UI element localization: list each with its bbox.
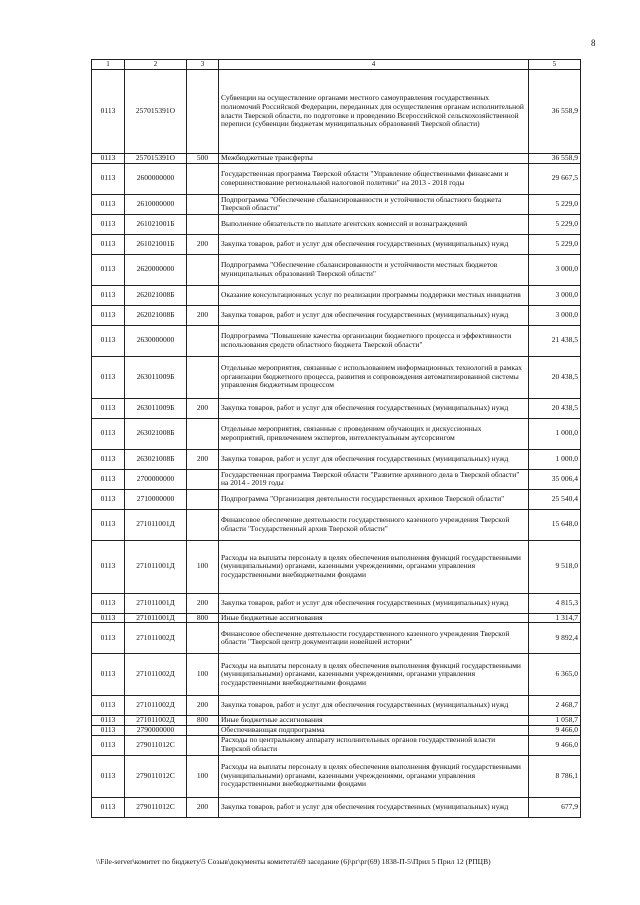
name-cell: Закупка товаров, работ и услуг для обеспечения государственных (муниципальных) нужд [219, 398, 529, 418]
csr-cell: 257015391О [125, 154, 187, 164]
name-cell: Подпрограмма "Организация деятельности государственных архивов Тверской области" [219, 489, 529, 509]
name-cell: Расходы на выплаты персоналу в целях обеспечения выполнения функций государственными (муниципальными) органами, казенными учреждениями, органами управления государственными внебюджетными фондами [219, 540, 529, 593]
vr-cell [187, 509, 219, 540]
amount-cell: 5 229,0 [529, 214, 581, 234]
table-row [92, 469, 581, 489]
table-row [92, 154, 581, 164]
vr-cell: 200 [187, 696, 219, 716]
amount-cell: 5 229,0 [529, 234, 581, 254]
csr-cell: 2610000000 [125, 194, 187, 214]
razdel-cell: 0113 [92, 797, 125, 817]
page-number: 8 [591, 38, 596, 48]
name-cell: Оказание консультационных услуг по реализации программы поддержки местных инициатив [219, 285, 529, 305]
csr-cell: 257015391О [125, 70, 187, 154]
csr-cell: 263011009Б [125, 356, 187, 398]
csr-cell: 263021008Б [125, 418, 187, 449]
csr-cell: 261021001Б [125, 234, 187, 254]
razdel-cell: 0113 [92, 716, 125, 726]
razdel-cell: 0113 [92, 356, 125, 398]
vr-cell [187, 194, 219, 214]
razdel-cell: 0113 [92, 234, 125, 254]
csr-cell: 2710000000 [125, 489, 187, 509]
amount-cell: 5 229,0 [529, 194, 581, 214]
razdel-cell: 0113 [92, 154, 125, 164]
amount-cell: 677,9 [529, 797, 581, 817]
vr-cell: 100 [187, 540, 219, 593]
table-row [92, 449, 581, 469]
csr-cell: 271011001Д [125, 593, 187, 613]
razdel-cell: 0113 [92, 509, 125, 540]
name-cell: Расходы на выплаты персоналу в целях обеспечения выполнения функций государственными (муниципальными) органами, казенными учреждениями, органами управления государственными внебюджетными фондами [219, 654, 529, 696]
header-col-3: 3 [187, 60, 219, 70]
vr-cell [187, 489, 219, 509]
name-cell: Закупка товаров, работ и услуг для обеспечения государственных (муниципальных) нужд [219, 797, 529, 817]
razdel-cell: 0113 [92, 489, 125, 509]
table-row [92, 725, 581, 735]
name-cell: Отдельные мероприятия, связанные с использованием информационных технологий в рамках организации бюджетного процесса, развития и сопровождения автоматизированной системы управления бюджетным процессом [219, 356, 529, 398]
amount-cell: 20 438,5 [529, 356, 581, 398]
vr-cell [187, 70, 219, 154]
csr-cell: 279011012С [125, 735, 187, 755]
name-cell: Финансовое обеспечение деятельности государственного казенного учреждения Тверской области "Тверской центр документации новейшей истории" [219, 623, 529, 654]
vr-cell [187, 325, 219, 356]
razdel-cell: 0113 [92, 214, 125, 234]
vr-cell: 200 [187, 449, 219, 469]
razdel-cell: 0113 [92, 696, 125, 716]
name-cell: Государственная программа Тверской области "Развитие архивного дела в Тверской области" на 2014 - 2019 годы [219, 469, 529, 489]
csr-cell: 271011001Д [125, 509, 187, 540]
razdel-cell: 0113 [92, 613, 125, 623]
csr-cell: 262021008Б [125, 285, 187, 305]
table-row [92, 613, 581, 623]
table-row [92, 696, 581, 716]
vr-cell [187, 163, 219, 194]
table-row [92, 716, 581, 726]
vr-cell [187, 254, 219, 285]
name-cell: Расходы на выплаты персоналу в целях обеспечения выполнения функций государственными (муниципальными) органами, казенными учреждениями, органами управления государственными внебюджетными фондами [219, 755, 529, 797]
amount-cell: 25 540,4 [529, 489, 581, 509]
header-col-2: 2 [125, 60, 187, 70]
name-cell: Закупка товаров, работ и услуг для обеспечения государственных (муниципальных) нужд [219, 305, 529, 325]
table-row [92, 654, 581, 696]
table-row [92, 70, 581, 154]
vr-cell: 200 [187, 305, 219, 325]
vr-cell: 800 [187, 716, 219, 726]
csr-cell: 271011001Д [125, 613, 187, 623]
vr-cell: 800 [187, 613, 219, 623]
table-row [92, 285, 581, 305]
table-row [92, 623, 581, 654]
csr-cell: 2790000000 [125, 725, 187, 735]
csr-cell: 271011002Д [125, 623, 187, 654]
name-cell: Отдельные мероприятия, связанные с проведением обучающих и дискуссионных мероприятий, привлечением экспертов, интеллектуальным аутсорсингом [219, 418, 529, 449]
razdel-cell: 0113 [92, 449, 125, 469]
name-cell: Финансовое обеспечение деятельности государственного казенного учреждения Тверской области "Государственный архив Тверской области" [219, 509, 529, 540]
table-row [92, 755, 581, 797]
table-row [92, 214, 581, 234]
csr-cell: 271011002Д [125, 654, 187, 696]
razdel-cell: 0113 [92, 194, 125, 214]
csr-cell: 262021008Б [125, 305, 187, 325]
table-row [92, 234, 581, 254]
name-cell: Закупка товаров, работ и услуг для обеспечения государственных (муниципальных) нужд [219, 449, 529, 469]
table-row [92, 254, 581, 285]
amount-cell: 1 314,7 [529, 613, 581, 623]
name-cell: Межбюджетные трансферты [219, 154, 529, 164]
table-row [92, 797, 581, 817]
amount-cell: 1 000,0 [529, 449, 581, 469]
csr-cell: 263021008Б [125, 449, 187, 469]
amount-cell: 3 000,0 [529, 254, 581, 285]
amount-cell: 3 000,0 [529, 305, 581, 325]
name-cell: Закупка товаров, работ и услуг для обеспечения государственных (муниципальных) нужд [219, 696, 529, 716]
csr-cell: 261021001Б [125, 214, 187, 234]
vr-cell [187, 735, 219, 755]
table-row [92, 418, 581, 449]
name-cell: Выполнение обязательств по выплате агентских комиссий и вознаграждений [219, 214, 529, 234]
table-row [92, 593, 581, 613]
csr-cell: 279011012С [125, 797, 187, 817]
name-cell: Закупка товаров, работ и услуг для обеспечения государственных (муниципальных) нужд [219, 593, 529, 613]
vr-cell: 500 [187, 154, 219, 164]
vr-cell: 200 [187, 593, 219, 613]
table-row [92, 356, 581, 398]
csr-cell: 279011012С [125, 755, 187, 797]
razdel-cell: 0113 [92, 163, 125, 194]
amount-cell: 9 466,0 [529, 725, 581, 735]
name-cell: Расходы по центральному аппарату исполнительных органов государственной власти Тверской области [219, 735, 529, 755]
csr-cell: 271011001Д [125, 540, 187, 593]
amount-cell: 1 000,0 [529, 418, 581, 449]
name-cell: Государственная программа Тверской области "Управление общественными финансами и совершенствование региональной налоговой политики" на 2013 - 2018 годы [219, 163, 529, 194]
razdel-cell: 0113 [92, 398, 125, 418]
amount-cell: 8 786,1 [529, 755, 581, 797]
razdel-cell: 0113 [92, 285, 125, 305]
table-row [92, 540, 581, 593]
amount-cell: 1 058,7 [529, 716, 581, 726]
amount-cell: 20 438,5 [529, 398, 581, 418]
vr-cell [187, 418, 219, 449]
amount-cell: 2 468,7 [529, 696, 581, 716]
vr-cell [187, 725, 219, 735]
vr-cell [187, 356, 219, 398]
name-cell: Иные бюджетные ассигнования [219, 716, 529, 726]
razdel-cell: 0113 [92, 254, 125, 285]
table-row [92, 194, 581, 214]
vr-cell: 200 [187, 234, 219, 254]
amount-cell: 36 558,9 [529, 154, 581, 164]
table-row [92, 509, 581, 540]
name-cell: Иные бюджетные ассигнования [219, 613, 529, 623]
header-col-5: 5 [529, 60, 581, 70]
table-row [92, 489, 581, 509]
vr-cell: 200 [187, 797, 219, 817]
razdel-cell: 0113 [92, 755, 125, 797]
budget-table [91, 59, 581, 818]
razdel-cell: 0113 [92, 623, 125, 654]
razdel-cell: 0113 [92, 469, 125, 489]
amount-cell: 29 667,5 [529, 163, 581, 194]
razdel-cell: 0113 [92, 418, 125, 449]
csr-cell: 271011002Д [125, 696, 187, 716]
razdel-cell: 0113 [92, 735, 125, 755]
razdel-cell: 0113 [92, 70, 125, 154]
razdel-cell: 0113 [92, 325, 125, 356]
csr-cell: 2630000000 [125, 325, 187, 356]
vr-cell [187, 214, 219, 234]
csr-cell: 263011009Б [125, 398, 187, 418]
name-cell: Обеспечивающая подпрограмма [219, 725, 529, 735]
amount-cell: 3 000,0 [529, 285, 581, 305]
amount-cell: 15 648,0 [529, 509, 581, 540]
amount-cell: 9 518,0 [529, 540, 581, 593]
header-row [92, 60, 581, 70]
amount-cell: 9 892,4 [529, 623, 581, 654]
vr-cell: 100 [187, 755, 219, 797]
razdel-cell: 0113 [92, 305, 125, 325]
amount-cell: 21 438,5 [529, 325, 581, 356]
razdel-cell: 0113 [92, 593, 125, 613]
table-row [92, 398, 581, 418]
vr-cell [187, 469, 219, 489]
vr-cell: 100 [187, 654, 219, 696]
file-path-footer: \\File-server\комитет по бюджету\5 Созыв\документы комитета\69 заседание (6)\рг\рг(69) 1838-П-5\Прил 5 Прил 12 (РПЦВ) [96, 857, 491, 866]
table-row [92, 163, 581, 194]
vr-cell [187, 623, 219, 654]
csr-cell: 271011002Д [125, 716, 187, 726]
name-cell: Закупка товаров, работ и услуг для обеспечения государственных (муниципальных) нужд [219, 234, 529, 254]
amount-cell: 35 006,4 [529, 469, 581, 489]
amount-cell: 6 365,0 [529, 654, 581, 696]
csr-cell: 2600000000 [125, 163, 187, 194]
amount-cell: 4 815,3 [529, 593, 581, 613]
csr-cell: 2620000000 [125, 254, 187, 285]
header-col-4: 4 [219, 60, 529, 70]
vr-cell: 200 [187, 398, 219, 418]
amount-cell: 9 466,0 [529, 735, 581, 755]
name-cell: Подпрограмма "Обеспечение сбалансированности и устойчивости областного бюджета Тверской области" [219, 194, 529, 214]
name-cell: Подпрограмма "Повышение качества организации бюджетного процесса и эффективности использования средств областного бюджета Тверской области" [219, 325, 529, 356]
razdel-cell: 0113 [92, 725, 125, 735]
header-col-1: 1 [92, 60, 125, 70]
table-row [92, 325, 581, 356]
table-row [92, 305, 581, 325]
vr-cell [187, 285, 219, 305]
csr-cell: 2700000000 [125, 469, 187, 489]
table-row [92, 735, 581, 755]
amount-cell: 36 558,9 [529, 70, 581, 154]
name-cell: Субвенции на осуществление органами местного самоуправления государственных полномочий Российской Федерации, переданных для осуществления органам исполнительной власти Тверской области, по подготовке и проведению Всероссийской сельскохозяйственной переписи (субвенции бюджетам муниципальных образований Тверской области) [219, 70, 529, 154]
razdel-cell: 0113 [92, 654, 125, 696]
name-cell: Подпрограмма "Обеспечение сбалансированности и устойчивости местных бюджетов муниципальных образований Тверской области" [219, 254, 529, 285]
razdel-cell: 0113 [92, 540, 125, 593]
